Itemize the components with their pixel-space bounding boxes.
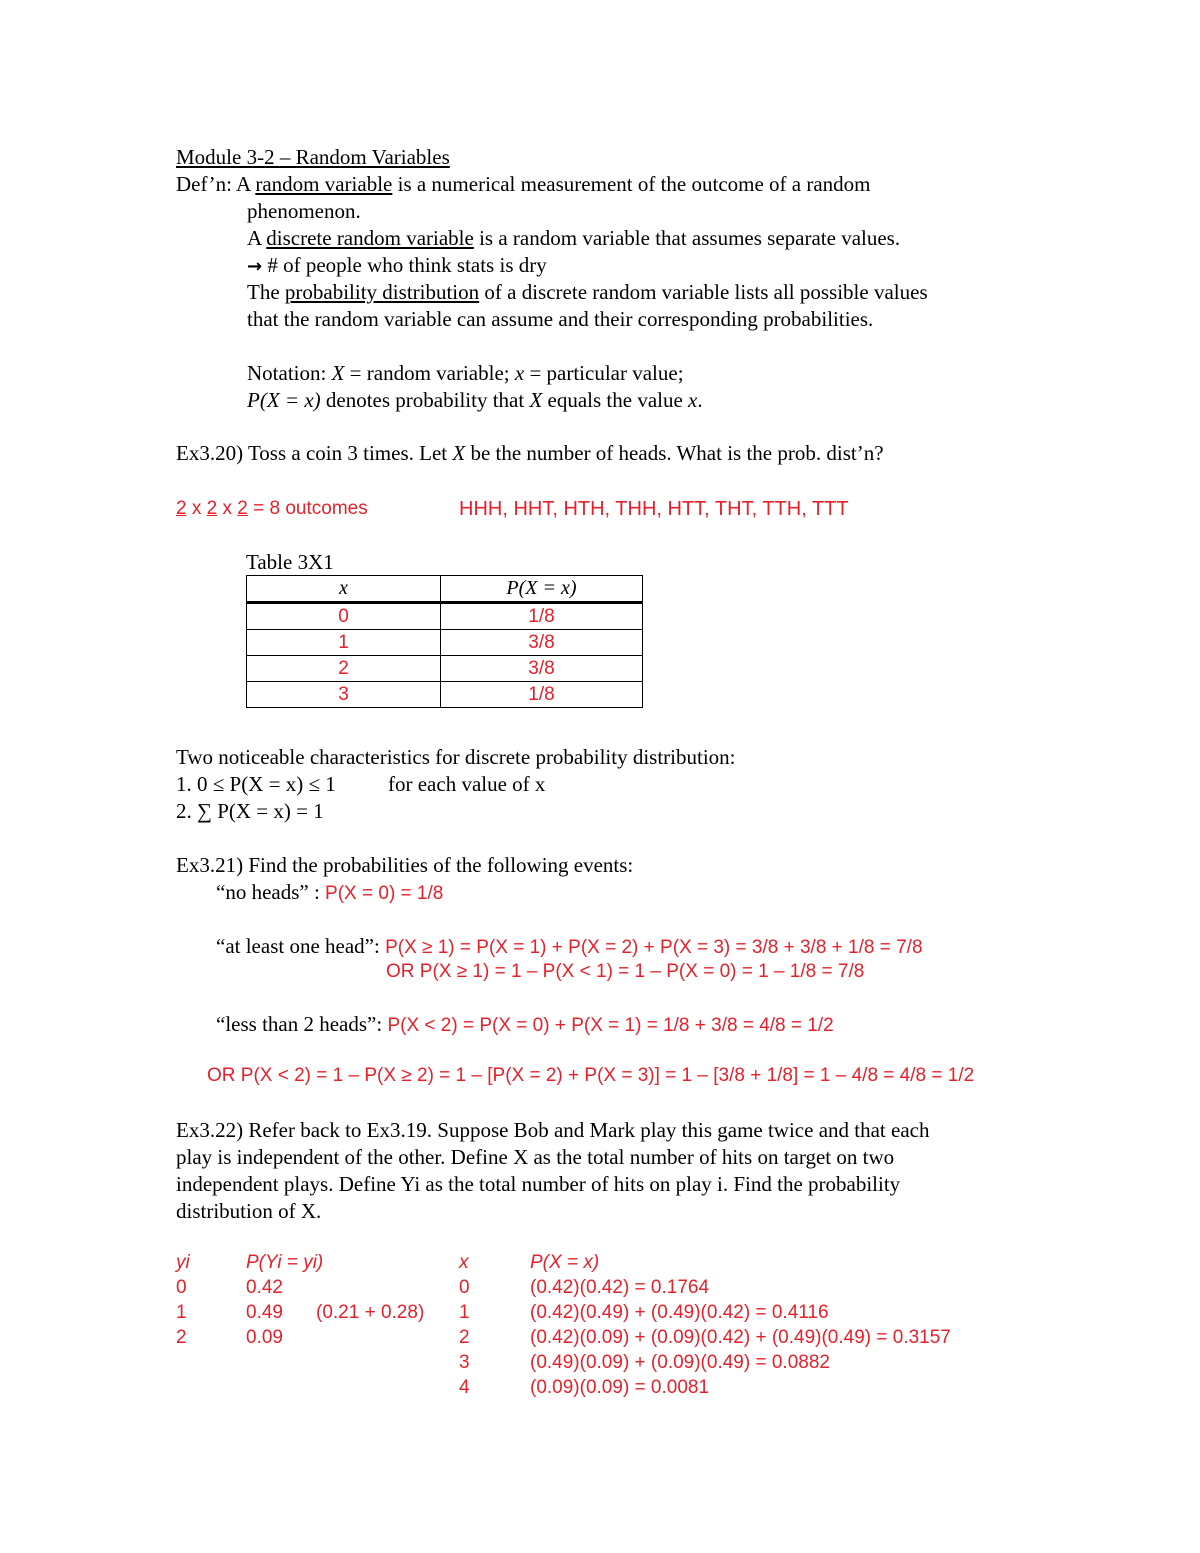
px-value: (0.42)(0.09) + (0.09)(0.42) + (0.49)(0.49) = 0.3157 bbox=[530, 1327, 951, 1348]
notation-Pmid: (X = x) bbox=[259, 388, 321, 412]
table-row bbox=[247, 682, 643, 708]
no-heads-answer: P(X = 0) = 1/8 bbox=[325, 883, 444, 904]
x-value: 0 bbox=[459, 1277, 470, 1298]
py-value: 0.42 bbox=[246, 1277, 283, 1298]
count-times: x bbox=[186, 498, 207, 519]
term-probability-distribution: probability distribution bbox=[284, 280, 480, 304]
ex320-q-rest: be the number of heads. What is the prob. dist’n? bbox=[465, 441, 884, 465]
px-value: (0.42)(0.49) + (0.49)(0.42) = 0.4116 bbox=[530, 1302, 829, 1323]
notation-eq1: = random variable; bbox=[344, 361, 515, 385]
ex322-line-3: independent plays. Define Yi as the total number of hits on play i. Find the probability bbox=[176, 1172, 901, 1196]
notation-prest2: equals the value bbox=[542, 388, 689, 412]
px-value: (0.09)(0.09) = 0.0081 bbox=[530, 1377, 710, 1398]
py-value: 0.49 bbox=[246, 1302, 283, 1323]
less-than-answer: P(X < 2) = P(X = 0) + P(X = 1) = 1/8 + 3/8 = 4/8 = 1/2 bbox=[387, 1015, 834, 1036]
defn-line-1 bbox=[176, 171, 871, 197]
ex322-line-1: Ex3.22) Refer back to Ex3.19. Suppose Bob and Mark play this game twice and that each bbox=[176, 1118, 930, 1142]
defn-text-2: is a random variable that assumes separate values. bbox=[473, 226, 901, 250]
count-factor: 2 bbox=[206, 498, 218, 519]
characteristic-1: 1. 0 ≤ P(X = x) ≤ 1 bbox=[176, 772, 336, 796]
px-header: P(X = x) bbox=[530, 1252, 600, 1273]
count-result: = 8 outcomes bbox=[247, 498, 368, 519]
arrow-icon: → bbox=[247, 256, 263, 277]
ex320-q-prefix: Ex3.20) Toss a coin 3 times. Let bbox=[176, 441, 453, 465]
at-least-label: “at least one head”: bbox=[216, 934, 386, 958]
ex322-line-4: distribution of X. bbox=[176, 1199, 322, 1223]
page-title: Module 3-2 – Random Variables bbox=[176, 145, 450, 169]
table-cell-x: 1 bbox=[247, 630, 441, 656]
x-value: 3 bbox=[459, 1352, 470, 1373]
ex321-at-least bbox=[216, 933, 923, 961]
ex321-no-heads bbox=[216, 879, 443, 907]
table-header-row bbox=[247, 576, 643, 603]
table-row bbox=[247, 656, 643, 682]
defn-prefix: Def’n: A bbox=[176, 172, 256, 196]
table-row bbox=[247, 630, 643, 656]
defn-a: A bbox=[247, 226, 267, 250]
characteristic-1-note: for each value of x bbox=[388, 772, 546, 796]
table-header-x: x bbox=[247, 576, 441, 603]
defn-example bbox=[247, 252, 547, 280]
characteristic-2: 2. ∑ P(X = x) = 1 bbox=[176, 799, 324, 823]
table-cell-x: 3 bbox=[247, 682, 441, 708]
count-factor: 2 bbox=[176, 498, 187, 519]
count-factor: 2 bbox=[237, 498, 248, 519]
px-value: (0.42)(0.42) = 0.1764 bbox=[530, 1277, 710, 1298]
table-cell-p: 1/8 bbox=[441, 682, 643, 708]
table-cell-x: 2 bbox=[247, 656, 441, 682]
x-value: 4 bbox=[459, 1377, 470, 1398]
table-caption: Table 3X1 bbox=[246, 550, 334, 574]
no-heads-label: “no heads” : bbox=[216, 880, 326, 904]
table-header-p: P(X = x) bbox=[441, 576, 643, 603]
ex321-at-least-alt: OR P(X ≥ 1) = 1 – P(X < 1) = 1 – P(X = 0) = 1 – 1/8 = 7/8 bbox=[386, 961, 865, 982]
notation-P: P bbox=[247, 388, 260, 412]
notation-pX: X bbox=[529, 388, 543, 412]
notation-X: X bbox=[331, 361, 345, 385]
table-cell-p: 3/8 bbox=[441, 630, 643, 656]
notation-x: x bbox=[514, 361, 525, 385]
ex321-heading: Ex3.21) Find the probabilities of the following events: bbox=[176, 853, 634, 877]
py-value: 0.09 bbox=[246, 1327, 283, 1348]
table-cell-p: 3/8 bbox=[441, 656, 643, 682]
notation-px: x bbox=[688, 388, 698, 412]
notation-pend: . bbox=[697, 388, 703, 412]
defn-line-2 bbox=[247, 225, 900, 251]
ex322-line-2: play is independent of the other. Define X as the total number of hits on target on two bbox=[176, 1145, 895, 1169]
y-value: 2 bbox=[176, 1327, 187, 1348]
notation-line-1 bbox=[247, 360, 684, 386]
table-cell-p: 1/8 bbox=[441, 603, 643, 630]
notation-prefix: Notation: bbox=[247, 361, 332, 385]
defn-the: The bbox=[247, 280, 285, 304]
count-times: x bbox=[217, 498, 238, 519]
term-random-variable: random variable bbox=[255, 172, 393, 196]
table-cell-x: 0 bbox=[247, 603, 441, 630]
notation-eq2: = particular value; bbox=[524, 361, 684, 385]
ex320-outcome-count bbox=[176, 496, 368, 522]
y-value: 1 bbox=[176, 1302, 187, 1323]
at-least-answer: P(X ≥ 1) = P(X = 1) + P(X = 2) + P(X = 3) = 3/8 + 3/8 + 1/8 = 7/8 bbox=[385, 937, 923, 958]
defn-line-1b: phenomenon. bbox=[247, 199, 361, 223]
defn-line-3 bbox=[247, 279, 928, 305]
x-header: x bbox=[459, 1252, 469, 1273]
py-note: (0.21 + 0.28) bbox=[316, 1302, 425, 1323]
px-value: (0.49)(0.09) + (0.09)(0.49) = 0.0882 bbox=[530, 1352, 830, 1373]
py-header: P(Yi = yi) bbox=[246, 1252, 324, 1273]
example-text: # of people who think stats is dry bbox=[262, 253, 547, 277]
ex321-less-than-alt: OR P(X < 2) = 1 – P(X ≥ 2) = 1 – [P(X = 2) + P(X = 3)] = 1 – [3/8 + 1/8] = 1 – 4/8 = 4/8 = 1/2 bbox=[207, 1065, 975, 1086]
defn-text-1: is a numerical measurement of the outcome of a random bbox=[392, 172, 871, 196]
notation-prest: denotes probability that bbox=[320, 388, 530, 412]
term-discrete-random-variable: discrete random variable bbox=[266, 226, 474, 250]
x-value: 2 bbox=[459, 1327, 470, 1348]
x-value: 1 bbox=[459, 1302, 470, 1323]
y-header: yi bbox=[176, 1252, 190, 1273]
ex320-outcome-list: HHH, HHT, HTH, THH, HTT, THT, TTH, TTT bbox=[459, 498, 849, 520]
defn-text-3: of a discrete random variable lists all possible values bbox=[479, 280, 928, 304]
y-value: 0 bbox=[176, 1277, 187, 1298]
table-row bbox=[247, 603, 643, 630]
notation-line-2 bbox=[247, 387, 703, 413]
defn-line-3b: that the random variable can assume and their corresponding probabilities. bbox=[247, 307, 874, 331]
ex320-q-X: X bbox=[452, 441, 466, 465]
characteristics-heading: Two noticeable characteristics for discrete probability distribution: bbox=[176, 745, 736, 769]
ex320-question bbox=[176, 440, 884, 466]
table-3x1 bbox=[246, 575, 643, 708]
less-than-label: “less than 2 heads”: bbox=[216, 1012, 388, 1036]
ex321-less-than bbox=[216, 1011, 834, 1039]
